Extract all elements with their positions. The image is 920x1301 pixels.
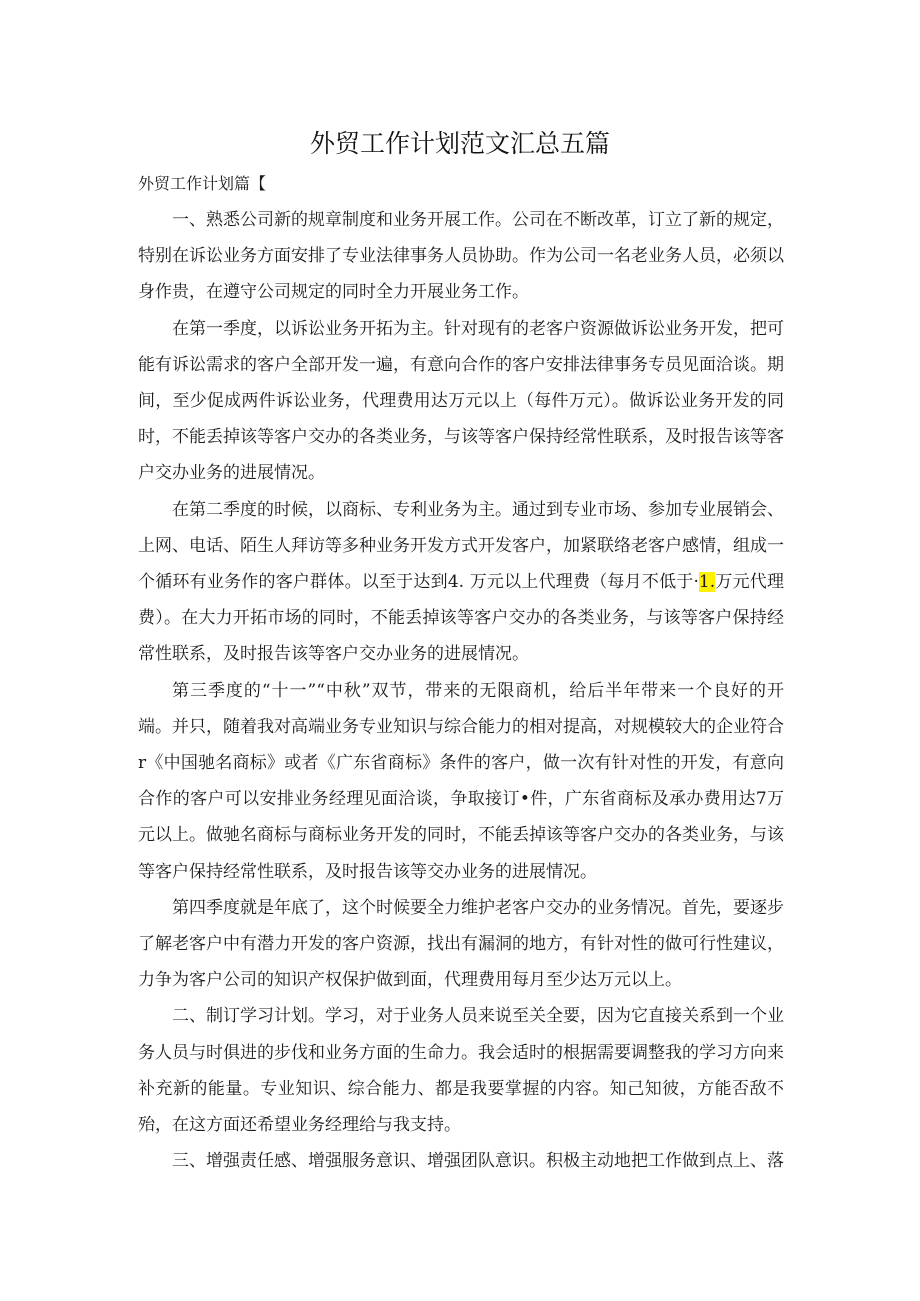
document-body <box>138 202 784 1179</box>
paragraph-7: 三、增强责任感、增强服务意识、增强团队意识。积极主动地把工作做到点上、落 <box>172 1151 784 1172</box>
section-heading: 外贸工作计划篇【 <box>138 174 267 193</box>
paragraph-3-text-before: 在第二季度的时候，以商标、专利业务为主。通过到专业市场、参加专业展销会、上网、电话、陌生人拜访等多种业务开发方式开发客户，加紧联络老客户感情，组成一个循环有业务作的客户群体。以至于达到4. 万元以上代理费（每月不低于· <box>138 499 784 593</box>
paragraph-3-text-after: 万元代理费）。在大力开拓市场的同时，不能丢掉该等客户交办的各类业务，与该等客户保持经常性联系，及时报告该等客户交办业务的进展情况。 <box>138 572 784 665</box>
paragraph-3 <box>138 492 784 673</box>
paragraph-5: 第四季度就是年底了，这个时候要全力维护老客户交办的业务情况。首先，要逐步了解老客户中有潜力开发的客户资源，找出有漏洞的地方，有针对性的做可行性建议，力争为客户公司的知识产权保护做到面，代理费用每月至少达万元以上。 <box>138 897 784 991</box>
document-title: 外贸工作计划范文汇总五篇 <box>309 129 610 158</box>
paragraph-4: 第三季度的“十一”“中秋”双节，带来的无限商机，给后半年带来一个良好的开端。并只，随着我对高端业务专业知识与综合能力的相对提高，对规模较大的企业符合r《中国驰名商标》或者《广东省商标》条件的客户，做一次有针对性的开发，有意向合作的客户可以安排业务经理见面洽谈，争取接订•件，广东省商标及承办费用达7万元以上。做驰名商标与商标业务开发的同时，不能丢掉该等客户交办的各类业务，与该等客户保持经常性联系，及时报告该等交办业务的进展情况。 <box>138 680 784 882</box>
highlighted-text: 1. <box>698 572 716 593</box>
paragraph-6: 二、制订学习计划。学习，对于业务人员来说至关全要，因为它直接关系到一个业务人员与时俱进的步伐和业务方面的生命力。我会适时的根据需要调整我的学习方向来补充新的能量。专业知识、综合能力、都是我要掌握的内容。知己知彼，方能否敌不殆，在这方面还希望业务经理给与我支持。 <box>138 1006 784 1136</box>
paragraph-2: 在第一季度，以诉讼业务开拓为主。针对现有的老客户资源做诉讼业务开发，把可能有诉讼需求的客户全部开发一遍，有意向合作的客户安排法律事务专员见面洽谈。期间，至少促成两件诉讼业务，代理费用达万元以上（每件万元）。做诉讼业务开发的同时，不能丢掉该等客户交办的各类业务，与该等客户保持经常性联系，及时报告该等客户交办业务的进展情况。 <box>138 318 784 484</box>
paragraph-1: 一、熟悉公司新的规章制度和业务开展工作。公司在不断改革，订立了新的规定，特别在诉讼业务方面安排了专业法律事务人员协助。作为公司一名老业务人员，必须以身作贵，在遵守公司规定的同时全力开展业务工作。 <box>138 210 784 303</box>
